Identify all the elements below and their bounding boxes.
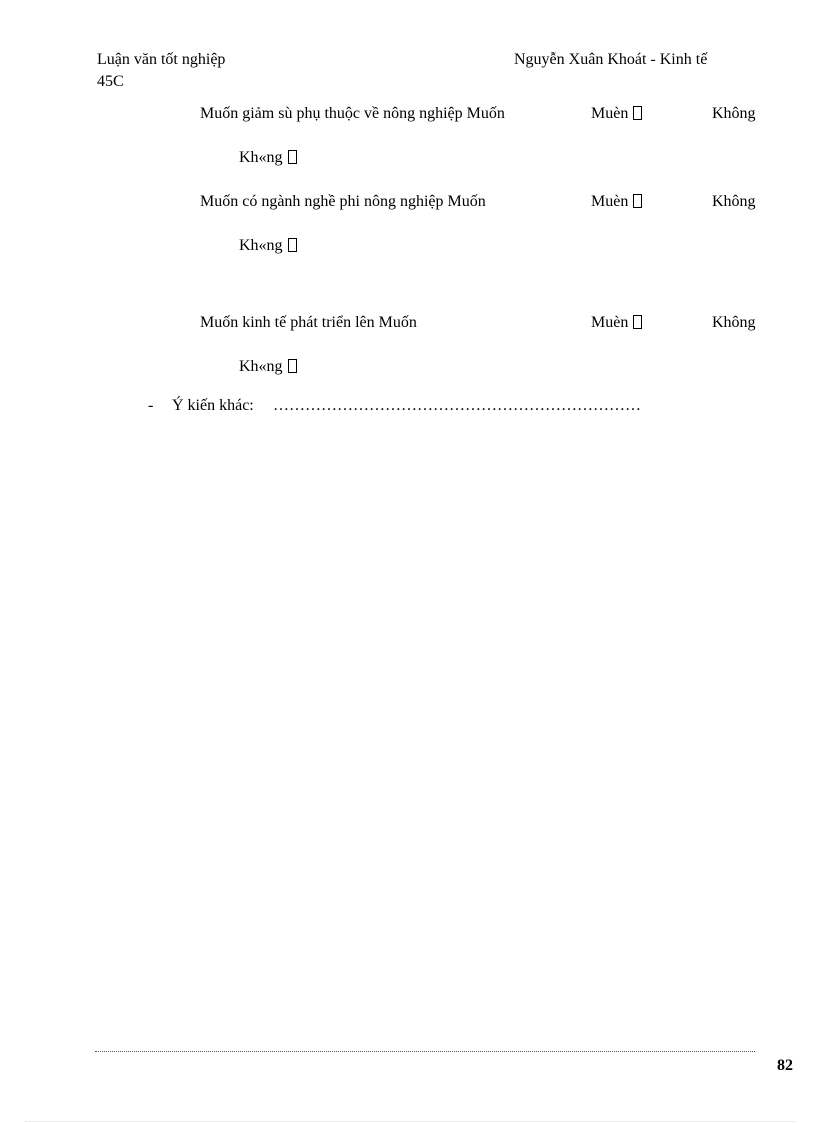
other-opinion-bullet: - (148, 397, 154, 414)
question-text: Muốn giảm sù phụ thuộc về nông nghiệp Muốn (200, 105, 505, 122)
option-no: Không (712, 314, 756, 331)
checkbox-icon[interactable] (633, 194, 642, 208)
option-no-label: Kh«ng (239, 149, 283, 166)
option-no: Không (712, 193, 756, 210)
checkbox-icon[interactable] (288, 238, 297, 252)
checkbox-icon[interactable] (633, 106, 642, 120)
other-opinion-dots[interactable]: …………………………………………………………… (273, 397, 641, 414)
header-left: Luận văn tốt nghiệp (97, 51, 226, 68)
header-right: Nguyễn Xuân Khoát - Kinh tế (514, 51, 708, 68)
header-continuation: 45C (97, 73, 124, 90)
question-text: Muốn kinh tế phát triển lên Muốn (200, 314, 417, 331)
footer-divider (95, 1051, 755, 1052)
option-yes[interactable] (591, 313, 642, 332)
other-opinion-label: Ý kiến khác: (172, 397, 254, 414)
option-yes-label: Muèn (591, 105, 629, 122)
option-no: Không (712, 105, 756, 122)
option-no-label: Kh«ng (239, 237, 283, 254)
option-yes[interactable] (591, 192, 642, 211)
question-text: Muốn có ngành nghề phi nông nghiệp Muốn (200, 193, 486, 210)
checkbox-icon[interactable] (633, 315, 642, 329)
page-number: 82 (777, 1057, 793, 1074)
option-no-wrapped[interactable] (239, 357, 297, 376)
option-yes-label: Muèn (591, 193, 629, 210)
option-yes-label: Muèn (591, 314, 629, 331)
option-no-wrapped[interactable] (239, 236, 297, 255)
checkbox-icon[interactable] (288, 150, 297, 164)
checkbox-icon[interactable] (288, 359, 297, 373)
option-no-label: Kh«ng (239, 358, 283, 375)
option-yes[interactable] (591, 104, 642, 123)
page-bottom-divider (25, 1121, 795, 1122)
option-no-wrapped[interactable] (239, 148, 297, 167)
